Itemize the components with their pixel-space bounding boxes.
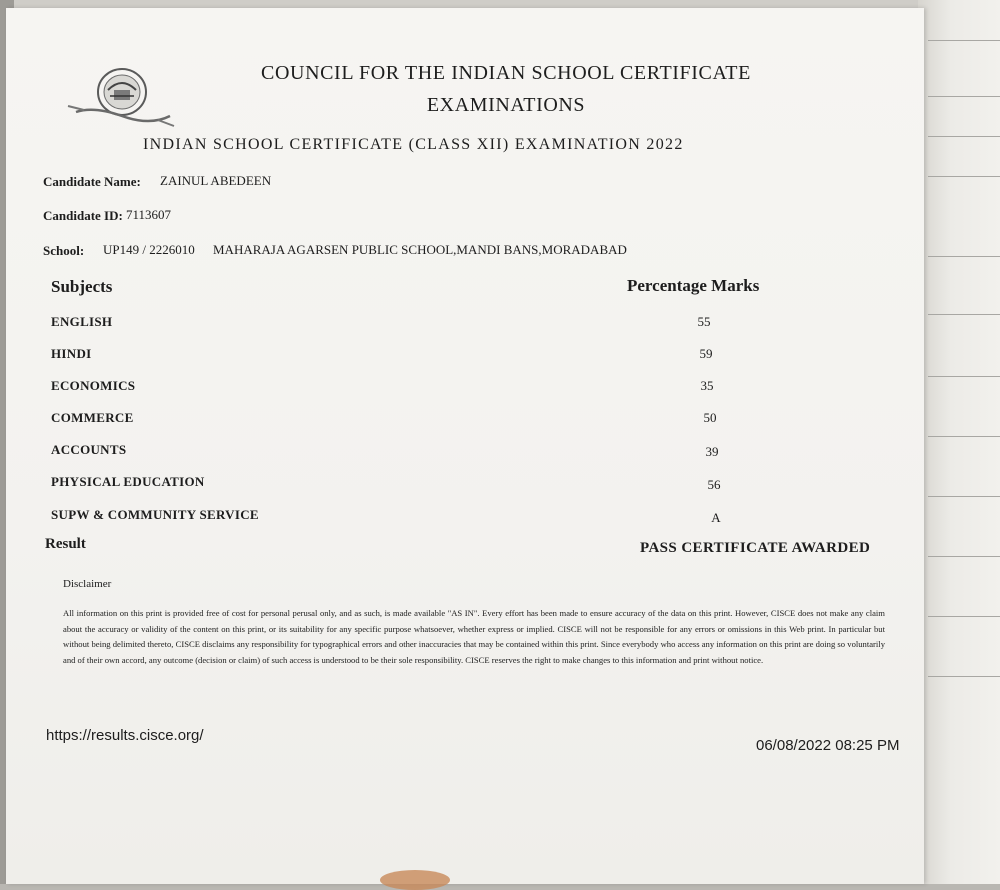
- subject-marks: 39: [705, 444, 719, 459]
- candidate-id-label: Candidate ID:: [43, 208, 123, 223]
- subject-marks: A: [711, 510, 721, 525]
- subject-marks: 50: [703, 410, 717, 425]
- subjects-column-header: Subjects: [51, 277, 113, 296]
- exam-title: INDIAN SCHOOL CERTIFICATE (CLASS XII) EXAMINATION 2022: [143, 136, 684, 153]
- council-title-line1: COUNCIL FOR THE INDIAN SCHOOL CERTIFICATE: [261, 62, 751, 84]
- subject-marks: 56: [707, 477, 721, 492]
- school-name: MAHARAJA AGARSEN PUBLIC SCHOOL,MANDI BANS,MORADABAD: [213, 242, 627, 257]
- disclaimer-title: Disclaimer: [63, 578, 112, 590]
- subject-marks: 55: [697, 314, 711, 329]
- subject-marks: 59: [699, 346, 713, 361]
- results-url: https://results.cisce.org/: [46, 727, 204, 744]
- disclaimer-text: All information on this print is provided free of cost for personal perusal only, and as such, is made available "AS IN". Every effort has been made to ensure accuracy of the data on this print. However, CISCE does not make any claim about the accuracy or validity of the content on this print, or its suitability for any specific purpose whatsoever, whether express or implied. CISCE will not be responsible for any errors or omissions in this Web print. In particular but without being delimited thereto, CISCE disclaims any responsibility for typographical errors and other inaccuracies that may be contained within this print. Since everybody who access any information on this print are doing so voluntarily and of their own accord, any outcome (decision or claim) of such access is understood to be their sole responsibility. CISCE reserves the right to make changes to this information and print without notice.: [63, 608, 885, 665]
- result-status: PASS CERTIFICATE AWARDED: [640, 540, 871, 556]
- council-title-line2: EXAMINATIONS: [426, 94, 586, 116]
- subject-marks: 35: [700, 378, 714, 393]
- candidate-name-value: ZAINUL ABEDEEN: [160, 173, 272, 188]
- subject-name: ACCOUNTS: [51, 442, 127, 457]
- subject-name: SUPW & COMMUNITY SERVICE: [51, 507, 259, 522]
- subject-name: ENGLISH: [51, 314, 113, 329]
- school-code: UP149 / 2226010: [103, 242, 195, 257]
- subject-name: COMMERCE: [51, 410, 134, 425]
- school-label: School:: [43, 243, 85, 258]
- bottom-edge-object: [380, 870, 450, 890]
- subject-name: PHYSICAL EDUCATION: [51, 474, 205, 489]
- candidate-id-value: 7113607: [126, 207, 172, 222]
- print-timestamp: 06/08/2022 08:25 PM: [756, 737, 900, 754]
- subject-name: HINDI: [51, 346, 92, 361]
- result-label: Result: [45, 536, 86, 552]
- subject-name: ECONOMICS: [51, 378, 136, 393]
- adjacent-page-edge: [918, 0, 1000, 884]
- percentage-marks-column-header: Percentage Marks: [627, 276, 760, 295]
- candidate-name-label: Candidate Name:: [43, 174, 141, 189]
- result-printout: [6, 8, 924, 884]
- cisce-seal-icon: [64, 66, 182, 134]
